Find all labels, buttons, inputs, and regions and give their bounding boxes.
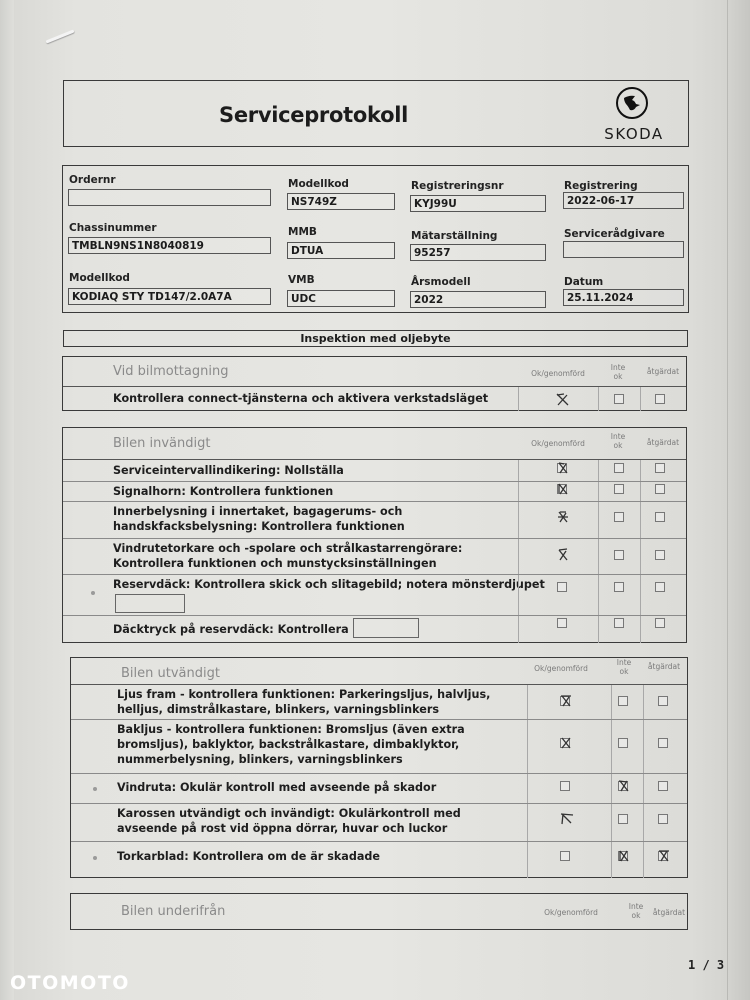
mmb-field[interactable]: DTUA (287, 242, 395, 259)
skoda-arrow-icon (616, 87, 648, 119)
checkbox-ok[interactable] (560, 781, 570, 791)
checkbox-inte-ok[interactable] (618, 814, 628, 824)
section-header (63, 357, 686, 387)
col-header-atgardat: åtgärdat (646, 438, 680, 447)
col-header-ok: Ok/genomförd (531, 369, 585, 378)
checklist-row (63, 502, 686, 539)
section-bilen-utvandigt (70, 657, 688, 878)
checklist-row (63, 387, 686, 411)
checkbox-inte-ok[interactable] (614, 463, 624, 473)
checkbox-inte-ok[interactable] (614, 484, 624, 494)
col-header-inte: Inte (610, 363, 626, 372)
arsmodell-field[interactable]: 2022 (410, 291, 546, 308)
checkbox-ok[interactable] (560, 851, 570, 861)
checklist-row (71, 720, 687, 774)
document-title: Serviceprotokoll (219, 103, 409, 127)
checkbox-atgardat[interactable] (658, 738, 668, 748)
section-bilen-underifran (70, 893, 688, 930)
rows (71, 685, 687, 877)
checkbox-ok[interactable] (557, 550, 567, 560)
checkbox-ok[interactable] (557, 463, 567, 473)
checkbox-ok[interactable] (560, 696, 570, 706)
registrering-label: Registrering (564, 180, 638, 192)
serviceradgivare-label: Servicerådgivare (564, 228, 665, 240)
registrering-field[interactable]: 2022-06-17 (563, 192, 684, 209)
checkbox-inte-ok[interactable] (614, 550, 624, 560)
row-text (113, 622, 419, 638)
checkbox-atgardat[interactable] (658, 696, 668, 706)
checkbox-atgardat[interactable] (655, 484, 665, 494)
datum-label: Datum (564, 276, 604, 288)
modellkod-top-field[interactable]: NS749Z (287, 193, 395, 210)
checklist-row (63, 575, 686, 616)
col-header-inte: Inte (616, 658, 632, 667)
brand-name: SKODA (604, 125, 664, 143)
row-text: Signalhorn: Kontrollera funktionen (113, 485, 334, 498)
paper-edge-left (0, 0, 14, 1000)
col-header-atgardat: åtgärdat (652, 908, 686, 917)
paper-edge-right (727, 0, 750, 1000)
ordernr-field[interactable] (68, 189, 271, 206)
row-text: Ljus fram - kontrollera funktionen: Parkeringsljus, halvljus, helljus, dimstrålkastare, blinkers, varningsblinkers (117, 688, 491, 716)
section-title: Vid bilmottagning (113, 364, 229, 379)
checkbox-ok[interactable] (557, 618, 567, 628)
checkbox-inte-ok[interactable] (618, 781, 628, 791)
bullet-dot (93, 856, 97, 860)
section-title: Bilen utvändigt (121, 666, 220, 681)
checkbox-ok[interactable] (557, 582, 567, 592)
col-header-inte: Inte (610, 432, 626, 441)
checkbox-atgardat[interactable] (655, 463, 665, 473)
row-text: Innerbelysning i innertaket, bagagerums- och handskfacksbelysning: Kontrollera funktionen (113, 505, 405, 533)
section-header (63, 428, 686, 460)
row-text: Torkarblad: Kontrollera om de är skadade (117, 850, 381, 863)
checklist-row (71, 804, 687, 842)
col-header-inte-ok (621, 902, 651, 920)
checkbox-inte-ok[interactable] (618, 696, 628, 706)
datum-field[interactable]: 25.11.2024 (563, 289, 684, 306)
checklist-row (63, 616, 686, 643)
bullet-dot (93, 787, 97, 791)
col-header-inte-ok (603, 363, 633, 381)
col-header-ok-word: ok (613, 441, 623, 450)
row-text: Vindruta: Okulär kontroll med avseende på skador (117, 781, 437, 794)
checklist-row (63, 460, 686, 482)
header-box (63, 80, 689, 147)
col-header-ok-word: ok (619, 667, 629, 676)
section-title: Bilen underifrån (121, 904, 226, 919)
row-text: Serviceintervallindikering: Nollställa (113, 464, 344, 477)
modellkod-top-label: Modellkod (288, 178, 349, 190)
row-text: Kontrollera connect-tjänsterna och aktivera verkstadsläget (113, 392, 489, 405)
checkbox-ok[interactable] (560, 814, 570, 824)
matarstallning-label: Mätarställning (411, 230, 498, 242)
modellkod-bottom-field[interactable]: KODIAQ STY TD147/2.0A7A (68, 288, 271, 305)
checklist-row (63, 539, 686, 575)
section-vid-bilmottagning (62, 356, 687, 411)
staple (46, 29, 75, 43)
checkbox-atgardat[interactable] (655, 394, 665, 404)
tread-depth-input[interactable] (115, 594, 185, 613)
section-title: Bilen invändigt (113, 436, 211, 451)
col-header-ok: Ok/genomförd (534, 664, 588, 673)
checkbox-atgardat[interactable] (658, 781, 668, 791)
chassinummer-field[interactable]: TMBLN9NS1N8040819 (68, 237, 271, 254)
checkbox-ok[interactable] (560, 738, 570, 748)
col-header-ok-word: ok (613, 372, 623, 381)
checkbox-ok[interactable] (557, 484, 567, 494)
matarstallning-field[interactable]: 95257 (410, 244, 546, 261)
col-header-ok: Ok/genomförd (544, 908, 598, 917)
page-number: 1 / 3 (688, 958, 725, 972)
col-header-ok: Ok/genomförd (531, 439, 585, 448)
otomoto-watermark: OTOMOTO (10, 972, 130, 994)
checkbox-inte-ok[interactable] (618, 738, 628, 748)
checklist-row (71, 774, 687, 804)
col-header-atgardat: åtgärdat (646, 367, 680, 376)
modellkod-bottom-label: Modellkod (69, 272, 130, 284)
col-header-ok-word: ok (631, 911, 641, 920)
ordernr-label: Ordernr (69, 174, 116, 186)
checkbox-atgardat[interactable] (658, 851, 668, 861)
row-text: Reservdäck: Kontrollera skick och slitagebild; notera mönsterdjupet (113, 578, 545, 591)
checkbox-atgardat[interactable] (655, 582, 665, 592)
vmb-field[interactable]: UDC (287, 290, 395, 307)
arsmodell-label: Årsmodell (411, 276, 471, 288)
checkbox-ok[interactable] (557, 512, 567, 522)
vehicle-info-box (62, 165, 689, 313)
checklist-row (71, 842, 687, 878)
checkbox-atgardat[interactable] (658, 814, 668, 824)
inspection-title: Inspektion med oljebyte (63, 330, 688, 347)
row-text: Karossen utvändigt och invändigt: Okulärkontroll med avseende på rost vid öppna dörrar, huvar och luckor (117, 807, 461, 835)
checkbox-inte-ok[interactable] (614, 512, 624, 522)
bullet-dot (91, 591, 95, 595)
skoda-logo (592, 87, 676, 143)
spare-tire-pressure-input[interactable] (353, 618, 419, 638)
col-header-inte-ok (603, 432, 633, 450)
row-text: Vindrutetorkare och -spolare och strålkastarrengörare: Kontrollera funktionen och munstycksinställningen (113, 542, 463, 570)
section-bilen-invandigt (62, 427, 687, 643)
checkbox-inte-ok[interactable] (618, 851, 628, 861)
checkbox-inte-ok[interactable] (614, 394, 624, 404)
section-header (71, 658, 687, 685)
registreringsnr-field[interactable]: KYJ99U (410, 195, 546, 212)
col-header-atgardat: åtgärdat (647, 662, 681, 671)
vmb-label: VMB (288, 274, 315, 286)
serviceradgivare-field[interactable] (563, 241, 684, 258)
col-header-inte-ok (609, 658, 639, 676)
row-text: Bakljus - kontrollera funktionen: Bromsljus (även extra bromsljus), baklyktor, backstrålkastare, dimbaklyktor, nummerbelysning, blinkers, varningsblinkers (117, 723, 465, 766)
chassinummer-label: Chassinummer (69, 222, 157, 234)
checkbox-atgardat[interactable] (655, 550, 665, 560)
checkbox-atgardat[interactable] (655, 512, 665, 522)
col-header-inte: Inte (628, 902, 644, 911)
checkbox-ok[interactable] (556, 394, 566, 404)
checklist-row (71, 685, 687, 720)
row-text-label: Däcktryck på reservdäck: Kontrollera (113, 623, 349, 636)
rows (63, 460, 686, 642)
registreringsnr-label: Registreringsnr (411, 180, 504, 192)
mmb-label: MMB (288, 226, 317, 238)
checkbox-inte-ok[interactable] (614, 618, 624, 628)
checkbox-inte-ok[interactable] (614, 582, 624, 592)
checkbox-atgardat[interactable] (655, 618, 665, 628)
checklist-row (63, 482, 686, 502)
